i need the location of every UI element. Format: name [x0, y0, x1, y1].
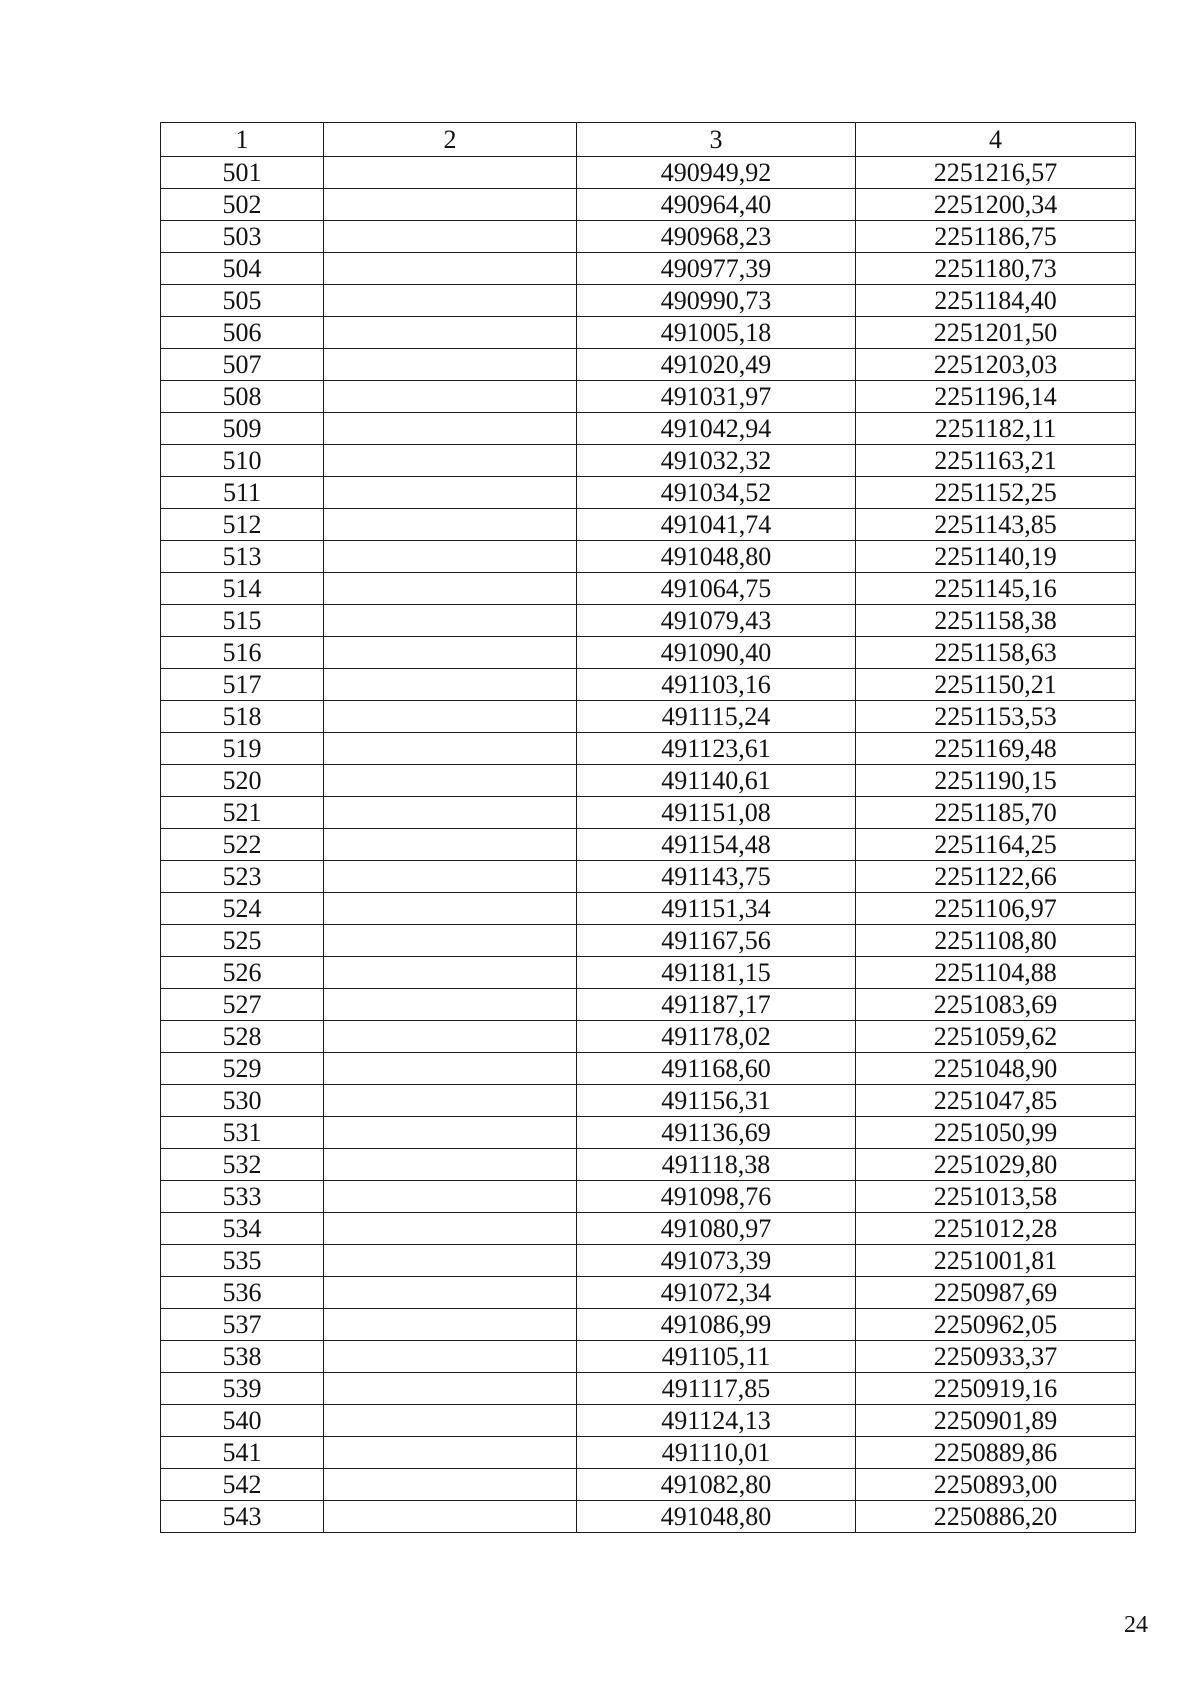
table-row [161, 317, 1136, 349]
empty-cell [324, 1469, 577, 1501]
table-row [161, 189, 1136, 221]
point-number-cell: 526 [161, 957, 324, 989]
point-number-cell: 518 [161, 701, 324, 733]
page-number: 24 [1124, 1612, 1148, 1638]
coordinate-y-cell: 2250987,69 [856, 1277, 1136, 1309]
empty-cell [324, 957, 577, 989]
table-header [161, 123, 1136, 157]
coordinate-x-cell: 491080,97 [577, 1213, 856, 1245]
empty-cell [324, 765, 577, 797]
coordinate-x-cell: 491072,34 [577, 1277, 856, 1309]
empty-cell [324, 1373, 577, 1405]
table-row [161, 925, 1136, 957]
coordinate-y-cell: 2251200,34 [856, 189, 1136, 221]
point-number-cell: 513 [161, 541, 324, 573]
coordinate-x-cell: 491079,43 [577, 605, 856, 637]
table-row [161, 1213, 1136, 1245]
coordinate-y-cell: 2251169,48 [856, 733, 1136, 765]
point-number-cell: 539 [161, 1373, 324, 1405]
coordinate-x-cell: 490968,23 [577, 221, 856, 253]
empty-cell [324, 477, 577, 509]
coordinate-y-cell: 2251158,63 [856, 637, 1136, 669]
coordinate-x-cell: 491103,16 [577, 669, 856, 701]
coordinate-y-cell: 2251145,16 [856, 573, 1136, 605]
empty-cell [324, 1501, 577, 1533]
table-row [161, 701, 1136, 733]
coordinate-x-cell: 491151,34 [577, 893, 856, 925]
coordinate-y-cell: 2251152,25 [856, 477, 1136, 509]
coordinate-x-cell: 491105,11 [577, 1341, 856, 1373]
point-number-cell: 527 [161, 989, 324, 1021]
point-number-cell: 530 [161, 1085, 324, 1117]
table-row [161, 1085, 1136, 1117]
empty-cell [324, 1405, 577, 1437]
empty-cell [324, 1277, 577, 1309]
coordinate-x-cell: 491031,97 [577, 381, 856, 413]
coordinate-y-cell: 2251190,15 [856, 765, 1136, 797]
point-number-cell: 522 [161, 829, 324, 861]
empty-cell [324, 1245, 577, 1277]
point-number-cell: 510 [161, 445, 324, 477]
table-row [161, 1117, 1136, 1149]
table-row [161, 285, 1136, 317]
coordinate-y-cell: 2251140,19 [856, 541, 1136, 573]
empty-cell [324, 445, 577, 477]
empty-cell [324, 413, 577, 445]
coordinate-x-cell: 491042,94 [577, 413, 856, 445]
coordinate-y-cell: 2251201,50 [856, 317, 1136, 349]
table-row [161, 1149, 1136, 1181]
coordinate-y-cell: 2251013,58 [856, 1181, 1136, 1213]
table-row [161, 1437, 1136, 1469]
coordinate-x-cell: 491143,75 [577, 861, 856, 893]
empty-cell [324, 381, 577, 413]
coordinate-x-cell: 490964,40 [577, 189, 856, 221]
coordinate-x-cell: 491082,80 [577, 1469, 856, 1501]
table-row [161, 1373, 1136, 1405]
point-number-cell: 533 [161, 1181, 324, 1213]
empty-cell [324, 221, 577, 253]
table-row [161, 253, 1136, 285]
table-body [161, 157, 1136, 1533]
coordinate-y-cell: 2250962,05 [856, 1309, 1136, 1341]
empty-cell [324, 1181, 577, 1213]
coordinate-y-cell: 2251182,11 [856, 413, 1136, 445]
coordinate-x-cell: 491086,99 [577, 1309, 856, 1341]
coordinate-y-cell: 2251104,88 [856, 957, 1136, 989]
empty-cell [324, 605, 577, 637]
empty-cell [324, 1149, 577, 1181]
coordinate-x-cell: 491136,69 [577, 1117, 856, 1149]
coordinate-x-cell: 491178,02 [577, 1021, 856, 1053]
coordinate-x-cell: 491181,15 [577, 957, 856, 989]
coordinate-x-cell: 491048,80 [577, 1501, 856, 1533]
coordinates-table [160, 122, 1136, 1533]
table-row [161, 1405, 1136, 1437]
point-number-cell: 529 [161, 1053, 324, 1085]
coordinate-y-cell: 2251164,25 [856, 829, 1136, 861]
table-row [161, 1501, 1136, 1533]
table-row [161, 669, 1136, 701]
table-row [161, 861, 1136, 893]
point-number-cell: 517 [161, 669, 324, 701]
coordinate-x-cell: 491168,60 [577, 1053, 856, 1085]
point-number-cell: 508 [161, 381, 324, 413]
coordinate-x-cell: 491073,39 [577, 1245, 856, 1277]
empty-cell [324, 733, 577, 765]
empty-cell [324, 253, 577, 285]
point-number-cell: 531 [161, 1117, 324, 1149]
empty-cell [324, 1085, 577, 1117]
empty-cell [324, 157, 577, 189]
coordinate-y-cell: 2251153,53 [856, 701, 1136, 733]
coordinate-y-cell: 2251029,80 [856, 1149, 1136, 1181]
table-row [161, 605, 1136, 637]
coordinate-y-cell: 2251184,40 [856, 285, 1136, 317]
point-number-cell: 514 [161, 573, 324, 605]
table-row [161, 1341, 1136, 1373]
coordinate-x-cell: 491123,61 [577, 733, 856, 765]
coordinate-x-cell: 491034,52 [577, 477, 856, 509]
empty-cell [324, 797, 577, 829]
point-number-cell: 541 [161, 1437, 324, 1469]
coordinate-x-cell: 491154,48 [577, 829, 856, 861]
empty-cell [324, 925, 577, 957]
coordinate-x-cell: 491115,24 [577, 701, 856, 733]
coordinate-y-cell: 2250933,37 [856, 1341, 1136, 1373]
empty-cell [324, 285, 577, 317]
point-number-cell: 534 [161, 1213, 324, 1245]
coordinate-y-cell: 2251150,21 [856, 669, 1136, 701]
coordinate-x-cell: 491167,56 [577, 925, 856, 957]
table-row [161, 413, 1136, 445]
coordinate-y-cell: 2251059,62 [856, 1021, 1136, 1053]
table-row [161, 637, 1136, 669]
table-row [161, 829, 1136, 861]
coordinate-x-cell: 490990,73 [577, 285, 856, 317]
empty-cell [324, 701, 577, 733]
coordinate-y-cell: 2250901,89 [856, 1405, 1136, 1437]
coordinate-y-cell: 2250886,20 [856, 1501, 1136, 1533]
coordinate-y-cell: 2250919,16 [856, 1373, 1136, 1405]
point-number-cell: 542 [161, 1469, 324, 1501]
point-number-cell: 505 [161, 285, 324, 317]
point-number-cell: 538 [161, 1341, 324, 1373]
coordinate-y-cell: 2251048,90 [856, 1053, 1136, 1085]
coordinate-x-cell: 491020,49 [577, 349, 856, 381]
point-number-cell: 515 [161, 605, 324, 637]
coordinate-y-cell: 2251108,80 [856, 925, 1136, 957]
empty-cell [324, 893, 577, 925]
empty-cell [324, 829, 577, 861]
point-number-cell: 543 [161, 1501, 324, 1533]
point-number-cell: 524 [161, 893, 324, 925]
point-number-cell: 506 [161, 317, 324, 349]
table-row [161, 541, 1136, 573]
empty-cell [324, 573, 577, 605]
table-row [161, 477, 1136, 509]
coordinate-y-cell: 2251216,57 [856, 157, 1136, 189]
empty-cell [324, 861, 577, 893]
point-number-cell: 507 [161, 349, 324, 381]
coordinate-y-cell: 2251158,38 [856, 605, 1136, 637]
point-number-cell: 502 [161, 189, 324, 221]
coordinate-x-cell: 491090,40 [577, 637, 856, 669]
point-number-cell: 501 [161, 157, 324, 189]
table-row [161, 765, 1136, 797]
table-row [161, 1277, 1136, 1309]
point-number-cell: 512 [161, 509, 324, 541]
point-number-cell: 503 [161, 221, 324, 253]
empty-cell [324, 1213, 577, 1245]
point-number-cell: 509 [161, 413, 324, 445]
coordinate-y-cell: 2251012,28 [856, 1213, 1136, 1245]
empty-cell [324, 189, 577, 221]
empty-cell [324, 989, 577, 1021]
coordinate-x-cell: 491098,76 [577, 1181, 856, 1213]
point-number-cell: 536 [161, 1277, 324, 1309]
coordinate-y-cell: 2251143,85 [856, 509, 1136, 541]
empty-cell [324, 1437, 577, 1469]
coordinate-y-cell: 2251122,66 [856, 861, 1136, 893]
point-number-cell: 532 [161, 1149, 324, 1181]
table-row [161, 509, 1136, 541]
point-number-cell: 540 [161, 1405, 324, 1437]
table-row [161, 733, 1136, 765]
table-row [161, 1021, 1136, 1053]
point-number-cell: 537 [161, 1309, 324, 1341]
coordinate-y-cell: 2251163,21 [856, 445, 1136, 477]
coordinate-x-cell: 490949,92 [577, 157, 856, 189]
table-header-row [161, 123, 1136, 157]
table-row [161, 1309, 1136, 1341]
empty-cell [324, 1341, 577, 1373]
coordinate-x-cell: 490977,39 [577, 253, 856, 285]
coordinate-x-cell: 491032,32 [577, 445, 856, 477]
point-number-cell: 504 [161, 253, 324, 285]
point-number-cell: 511 [161, 477, 324, 509]
coordinate-x-cell: 491048,80 [577, 541, 856, 573]
table-row [161, 1053, 1136, 1085]
empty-cell [324, 1117, 577, 1149]
coordinate-y-cell: 2250893,00 [856, 1469, 1136, 1501]
point-number-cell: 520 [161, 765, 324, 797]
column-header-4: 4 [856, 123, 1136, 157]
coordinate-x-cell: 491124,13 [577, 1405, 856, 1437]
coordinate-x-cell: 491140,61 [577, 765, 856, 797]
table-row [161, 221, 1136, 253]
coordinate-x-cell: 491041,74 [577, 509, 856, 541]
table-row [161, 157, 1136, 189]
point-number-cell: 521 [161, 797, 324, 829]
empty-cell [324, 1053, 577, 1085]
table-row [161, 349, 1136, 381]
table-row [161, 1181, 1136, 1213]
empty-cell [324, 541, 577, 573]
empty-cell [324, 637, 577, 669]
table-row [161, 797, 1136, 829]
column-header-3: 3 [577, 123, 856, 157]
coordinate-y-cell: 2251180,73 [856, 253, 1136, 285]
table-row [161, 893, 1136, 925]
empty-cell [324, 317, 577, 349]
coordinate-y-cell: 2251001,81 [856, 1245, 1136, 1277]
empty-cell [324, 349, 577, 381]
point-number-cell: 525 [161, 925, 324, 957]
table-row [161, 989, 1136, 1021]
table-row [161, 573, 1136, 605]
point-number-cell: 519 [161, 733, 324, 765]
coordinate-y-cell: 2251186,75 [856, 221, 1136, 253]
coordinate-y-cell: 2251196,14 [856, 381, 1136, 413]
table-row [161, 381, 1136, 413]
coordinate-y-cell: 2251106,97 [856, 893, 1136, 925]
point-number-cell: 523 [161, 861, 324, 893]
point-number-cell: 516 [161, 637, 324, 669]
coordinate-y-cell: 2251047,85 [856, 1085, 1136, 1117]
coordinate-y-cell: 2251185,70 [856, 797, 1136, 829]
empty-cell [324, 1021, 577, 1053]
point-number-cell: 528 [161, 1021, 324, 1053]
coordinate-x-cell: 491117,85 [577, 1373, 856, 1405]
coordinate-x-cell: 491005,18 [577, 317, 856, 349]
empty-cell [324, 669, 577, 701]
column-header-1: 1 [161, 123, 324, 157]
empty-cell [324, 509, 577, 541]
coordinate-x-cell: 491110,01 [577, 1437, 856, 1469]
coordinate-x-cell: 491118,38 [577, 1149, 856, 1181]
coordinate-y-cell: 2251050,99 [856, 1117, 1136, 1149]
coordinate-y-cell: 2251203,03 [856, 349, 1136, 381]
column-header-2: 2 [324, 123, 577, 157]
table-row [161, 1245, 1136, 1277]
coordinate-x-cell: 491156,31 [577, 1085, 856, 1117]
point-number-cell: 535 [161, 1245, 324, 1277]
coordinate-x-cell: 491187,17 [577, 989, 856, 1021]
table-row [161, 445, 1136, 477]
table-row [161, 957, 1136, 989]
empty-cell [324, 1309, 577, 1341]
coordinate-y-cell: 2251083,69 [856, 989, 1136, 1021]
coordinate-y-cell: 2250889,86 [856, 1437, 1136, 1469]
table-row [161, 1469, 1136, 1501]
coordinate-x-cell: 491151,08 [577, 797, 856, 829]
coordinate-x-cell: 491064,75 [577, 573, 856, 605]
